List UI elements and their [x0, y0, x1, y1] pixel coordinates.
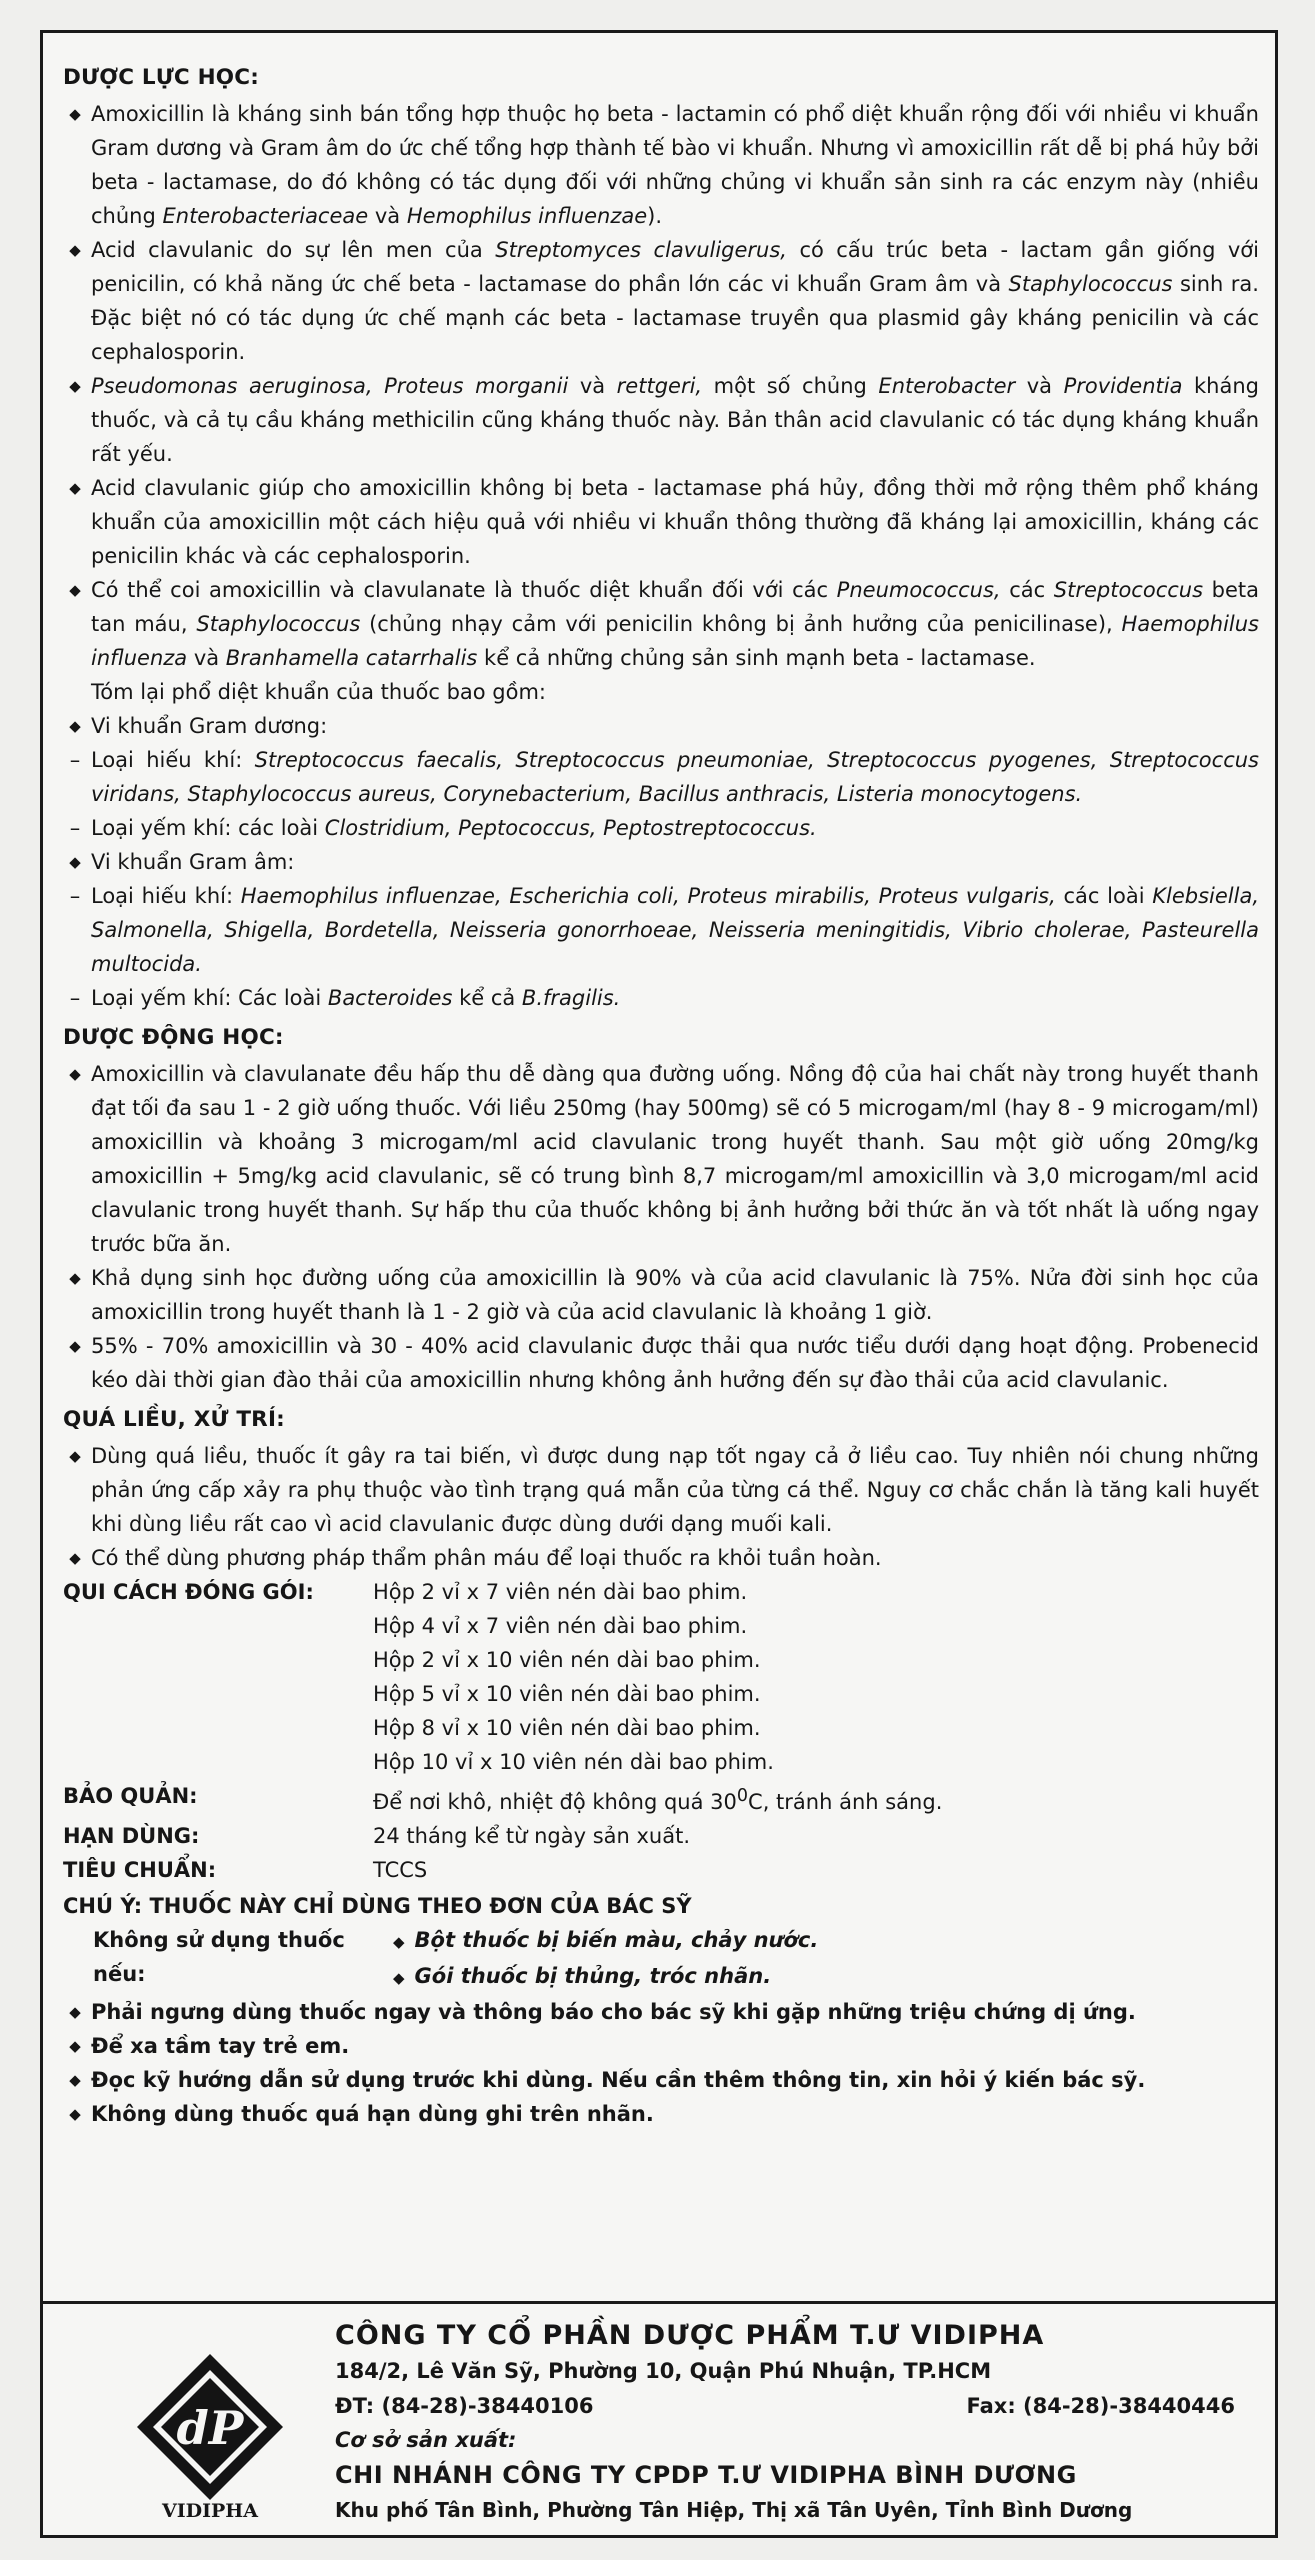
packaging-value: Hộp 2 vỉ x 7 viên nén dài bao phim.	[373, 1580, 748, 1604]
warning-item	[63, 2063, 1259, 2097]
not-use-block	[63, 1923, 1259, 1995]
bullet-text: Loại hiếu khí:	[91, 884, 241, 908]
bullet-text: Enterobacteriaceae	[162, 204, 369, 228]
storage-value	[373, 1779, 942, 1819]
bullet-text: Acid clavulanic giúp cho amoxicillin không bị beta - lactamase phá hủy, đồng thời mở rộng thêm phổ kháng khuẩn của amoxicillin một cách hiệu quả với nhiều vi khuẩn thông thường đã kháng lại amoxicillin, kháng các penicilin khác và các cephalosporin.	[91, 476, 1259, 568]
bullet-item	[63, 811, 1259, 845]
bullet-text: Có thể coi amoxicillin và clavulanate là thuốc diệt khuẩn đối với các	[91, 578, 837, 602]
not-use-item	[393, 1923, 818, 1959]
bullet-text: Staphylococcus	[1008, 272, 1173, 296]
dash-bullet-icon: –	[69, 884, 81, 908]
diamond-bullet-icon: ◆	[69, 2003, 81, 2021]
bullet-text: Vi khuẩn Gram âm:	[91, 850, 295, 874]
diamond-bullet-icon: ◆	[69, 1065, 81, 1083]
bullet-text: Loại yếm khí: các loài	[91, 816, 325, 840]
bullet-text: Enterobacter	[878, 374, 1016, 398]
dash-bullet-icon: –	[69, 816, 81, 840]
caution-heading: CHÚ Ý: THUỐC NÀY CHỈ DÙNG THEO ĐƠN CỦA BÁC SỸ	[63, 1894, 692, 1918]
bullet-text: kể cả những chủng sản sinh mạnh beta - lactamase.	[477, 646, 1036, 670]
bullet-text: Klebsiella, Salmonella, Shigella, Bordetella, Neisseria gonorrhoeae, Neisseria meningitidis, Vibrio cholerae, Pasteurella multocida.	[91, 884, 1259, 976]
diamond-bullet-icon: ◆	[69, 1269, 81, 1287]
bullet-text: Dùng quá liều, thuốc ít gây ra tai biến, vì được dung nạp tốt ngay cả ở liều cao. Tuy nhiên nói chung những phản ứng cấp xảy ra phụ thuộc vào tình trạng quá mẫn của từng cá thể. Nguy cơ chắc chắn là tăng kali huyết khi dùng liều rất cao vì acid clavulanic được dùng dưới dạng muối kali.	[91, 1444, 1259, 1536]
bullet-item	[63, 981, 1259, 1015]
bullet-item	[63, 97, 1259, 233]
shelf-life-row	[63, 1819, 1259, 1853]
bullet-item	[63, 573, 1259, 675]
packaging-values	[373, 1575, 774, 1779]
bullet-text: 55% - 70% amoxicillin và 30 - 40% acid clavulanic được thải qua nước tiểu dưới dạng hoạt động. Probenecid kéo dài thời gian đào thải của amoxicillin nhưng không ảnh hưởng đến sự đào thải của acid clavulanic.	[91, 1334, 1259, 1392]
bullet-item	[63, 743, 1259, 811]
diamond-bullet-icon: ◆	[69, 1337, 81, 1355]
bullet-text: Vi khuẩn Gram dương:	[91, 714, 328, 738]
company-name: CÔNG TY CỔ PHẦN DƯỢC PHẨM T.Ư VIDIPHA	[335, 2320, 1045, 2351]
not-use-label: Không sử dụng thuốc nếu:	[93, 1928, 345, 1986]
diamond-bullet-icon: ◆	[69, 241, 81, 259]
diamond-bullet-icon: ◆	[69, 1549, 81, 1567]
bullet-text: và	[187, 646, 226, 670]
shelf-life-label: HẠN DÙNG:	[63, 1824, 200, 1848]
bullet-item	[63, 233, 1259, 369]
bullet-item	[63, 845, 1259, 879]
bullet-text: ).	[647, 204, 663, 228]
bullet-text: Haemophilus influenzae, Escherichia coli, Proteus mirabilis, Proteus vulgaris,	[240, 884, 1056, 908]
overdose-heading: QUÁ LIỀU, XỬ TRÍ:	[63, 1407, 285, 1432]
packaging-block	[63, 1575, 1259, 1779]
pharmacodynamics-list	[63, 97, 1259, 1015]
company-info	[335, 2318, 1235, 2527]
bullet-text: Amoxicillin là kháng sinh bán tổng hợp thuộc họ beta - lactamin có phổ diệt khuẩn rộng đối với nhiều vi khuẩn Gram dương và Gram âm do ức chế tổng hợp thành tế bào vi khuẩn. Nhưng vì amoxicillin rất dễ bị phá hủy bởi beta - lactamase, do đó không có tác dụng đối với những chủng vi khuẩn sản sinh ra các enzym này (nhiều chủng	[91, 102, 1259, 228]
bullet-item	[63, 675, 1259, 709]
bullet-text: Providentia	[1063, 374, 1183, 398]
warning-item	[63, 2029, 1259, 2063]
bullet-text: các loài	[1055, 884, 1153, 908]
bullet-text: Streptococcus	[1053, 578, 1204, 602]
diamond-bullet-icon: ◆	[69, 717, 81, 735]
bullet-text: Haemophilus influenza	[91, 612, 1259, 670]
packaging-value: Hộp 8 vỉ x 10 viên nén dài bao phim.	[373, 1716, 761, 1740]
bullet-item	[63, 1057, 1259, 1261]
not-use-item-text: Gói thuốc bị thủng, tróc nhãn.	[414, 1964, 772, 1988]
bullet-text: Loại yếm khí: Các loài	[91, 986, 328, 1010]
diamond-bullet-icon: ◆	[69, 2071, 81, 2089]
warning-text: Phải ngưng dùng thuốc ngay và thông báo cho bác sỹ khi gặp những triệu chứng dị ứng.	[91, 2000, 1136, 2024]
bullet-item	[63, 1329, 1259, 1397]
bullet-text: Tóm lại phổ diệt khuẩn của thuốc bao gồm:	[91, 680, 546, 704]
warning-item	[63, 2097, 1259, 2131]
bullet-item	[63, 1541, 1259, 1575]
bullet-text: Có thể dùng phương pháp thẩm phân máu để loại thuốc ra khỏi tuần hoàn.	[91, 1546, 882, 1570]
bullet-text: kháng thuốc, và cả tụ cầu kháng methicilin cũng kháng thuốc này. Bản thân acid clavulanic có tác dụng kháng khuẩn rất yếu.	[91, 374, 1259, 466]
bullet-text: và	[568, 374, 617, 398]
logo-name: VIDIPHA	[162, 2500, 258, 2522]
bullet-text: Streptococcus faecalis, Streptococcus pneumoniae, Streptococcus pyogenes, Streptococcus viridans, Staphylococcus aureus, Corynebacterium, Bacillus anthracis, Listeria monocytogens.	[91, 748, 1260, 806]
packaging-value: Hộp 4 vỉ x 7 viên nén dài bao phim.	[373, 1614, 748, 1638]
packaging-value: Hộp 2 vỉ x 10 viên nén dài bao phim.	[373, 1648, 761, 1672]
vidipha-logo-icon	[135, 2352, 285, 2502]
not-use-items	[393, 1923, 818, 1995]
packaging-value: Hộp 5 vỉ x 10 viên nén dài bao phim.	[373, 1682, 761, 1706]
logo-mark-text: dP	[176, 2401, 244, 2455]
diamond-bullet-icon: ◆	[69, 105, 81, 123]
bullet-text: Acid clavulanic do sự lên men của	[91, 238, 496, 262]
bullet-item	[63, 471, 1259, 573]
diamond-bullet-icon: ◆	[393, 1969, 405, 1987]
not-use-item	[393, 1959, 818, 1995]
standard-label: TIÊU CHUẨN:	[63, 1858, 217, 1882]
bullet-text: Streptomyces clavuligerus,	[495, 238, 787, 262]
bullet-text: có cấu trúc beta - lactam gần giống với penicilin, có khả năng ức chế beta - lactamase do phần lớn các vi khuẩn Gram âm và	[91, 238, 1259, 296]
branch-address: Khu phố Tân Bình, Phường Tân Hiệp, Thị xã Tân Uyên, Tỉnh Bình Dương	[335, 2498, 1133, 2522]
diamond-bullet-icon: ◆	[69, 479, 81, 497]
company-fax: Fax: (84-28)-38440446	[966, 2394, 1235, 2418]
bullet-text: Hemophilus influenzae	[406, 204, 648, 228]
company-phone: ĐT: (84-28)-38440106	[335, 2394, 594, 2418]
storage-value-post: C, tránh ánh sáng.	[748, 1790, 943, 1814]
storage-value-pre: Để nơi khô, nhiệt độ không quá 30	[373, 1790, 737, 1814]
packaging-label: QUI CÁCH ĐÓNG GÓI:	[63, 1580, 314, 1604]
diamond-bullet-icon: ◆	[69, 377, 81, 395]
company-address: 184/2, Lê Văn Sỹ, Phường 10, Quận Phú Nhuận, TP.HCM	[335, 2359, 992, 2383]
warning-text: Đọc kỹ hướng dẫn sử dụng trước khi dùng. Nếu cần thêm thông tin, xin hỏi ý kiến bác sỹ.	[91, 2068, 1146, 2092]
bullet-text: các	[1000, 578, 1054, 602]
bullet-item	[63, 1261, 1259, 1329]
standard-row	[63, 1853, 1259, 1887]
storage-row	[63, 1779, 1259, 1819]
bullet-text: beta tan máu,	[91, 578, 1260, 636]
not-use-item-text: Bột thuốc bị biến màu, chảy nước.	[414, 1928, 819, 1952]
bullet-text: Pseudomonas aeruginosa, Proteus morganii	[91, 374, 569, 398]
dash-bullet-icon: –	[69, 986, 81, 1010]
company-contact	[335, 2389, 1235, 2424]
company-footer	[43, 2301, 1275, 2541]
warning-text: Không dùng thuốc quá hạn dùng ghi trên nhãn.	[91, 2102, 654, 2126]
bullet-text: B.fragilis.	[521, 986, 621, 1010]
storage-label: BẢO QUẢN:	[63, 1784, 198, 1808]
leaflet-sheet	[40, 30, 1278, 2538]
diamond-bullet-icon: ◆	[69, 853, 81, 871]
bullet-item	[63, 879, 1259, 981]
branch-name: CHI NHÁNH CÔNG TY CPDP T.Ư VIDIPHA BÌNH DƯƠNG	[335, 2461, 1077, 2489]
bullet-text: và	[1015, 374, 1064, 398]
bullet-text: (chủng nhạy cảm với penicilin không bị ảnh hưởng của penicilinase),	[360, 612, 1122, 636]
bullet-text: một số chủng	[702, 374, 879, 398]
shelf-life-value: 24 tháng kể từ ngày sản xuất.	[373, 1824, 691, 1848]
leaflet-content	[63, 55, 1259, 2131]
pharmacokinetics-heading: DƯỢC ĐỘNG HỌC:	[63, 1025, 284, 1050]
bullet-text: rettgeri,	[616, 374, 703, 398]
bullet-item	[63, 1439, 1259, 1541]
dash-bullet-icon: –	[69, 748, 81, 772]
bullet-text: Khả dụng sinh học đường uống của amoxicillin là 90% và của acid clavulanic là 75%. Nửa đời sinh học của amoxicillin trong huyết thanh là 1 - 2 giờ và của acid clavulanic là khoảng 1 giờ.	[91, 1266, 1259, 1324]
overdose-list	[63, 1439, 1259, 1575]
warning-item	[63, 1995, 1259, 2029]
diamond-bullet-icon: ◆	[69, 2037, 81, 2055]
pharmacokinetics-list	[63, 1057, 1259, 1397]
diamond-bullet-icon: ◆	[393, 1933, 405, 1951]
diamond-bullet-icon: ◆	[69, 581, 81, 599]
bullet-text: Loại hiếu khí:	[91, 748, 255, 772]
bullet-text: Clostridium, Peptococcus, Peptostreptococcus.	[324, 816, 817, 840]
bullet-text: sinh ra. Đặc biệt nó có tác dụng ức chế mạnh các beta - lactamase truyền qua plasmid gây kháng penicilin và các cephalosporin.	[91, 272, 1259, 364]
diamond-bullet-icon: ◆	[69, 1447, 81, 1465]
bullet-text: Pneumococcus,	[836, 578, 1001, 602]
diamond-bullet-icon: ◆	[69, 2105, 81, 2123]
packaging-value: Hộp 10 vỉ x 10 viên nén dài bao phim.	[373, 1750, 774, 1774]
bullet-text: Staphylococcus	[196, 612, 361, 636]
bullet-text: Branhamella catarrhalis	[225, 646, 478, 670]
warning-text: Để xa tầm tay trẻ em.	[91, 2034, 350, 2058]
bullet-text: và	[368, 204, 407, 228]
storage-value-sup: 0	[736, 1786, 749, 1806]
pharmacodynamics-heading: DƯỢC LỰC HỌC:	[63, 65, 260, 90]
bullet-item	[63, 709, 1259, 743]
bullet-text: Amoxicillin và clavulanate đều hấp thu dễ dàng qua đường uống. Nồng độ của hai chất này trong huyết thanh đạt tối đa sau 1 - 2 giờ uống thuốc. Với liều 250mg (hay 500mg) sẽ có 5 microgam/ml (hay 8 - 9 microgam/ml) amoxicillin và khoảng 3 microgam/ml acid clavulanic trong huyết thanh. Sau một giờ uống 20mg/kg amoxicillin + 5mg/kg acid clavulanic, sẽ có trung bình 8,7 microgam/ml amoxicillin và 3,0 microgam/ml acid clavulanic trong huyết thanh. Sự hấp thu của thuốc không bị ảnh hưởng bởi thức ăn và tốt nhất là uống ngay trước bữa ăn.	[91, 1062, 1259, 1256]
bullet-item	[63, 369, 1259, 471]
bullet-text: Bacteroides	[327, 986, 453, 1010]
standard-value: TCCS	[373, 1858, 428, 1882]
factory-label: Cơ sở sản xuất:	[335, 2428, 517, 2452]
bullet-text: kể cả	[452, 986, 522, 1010]
